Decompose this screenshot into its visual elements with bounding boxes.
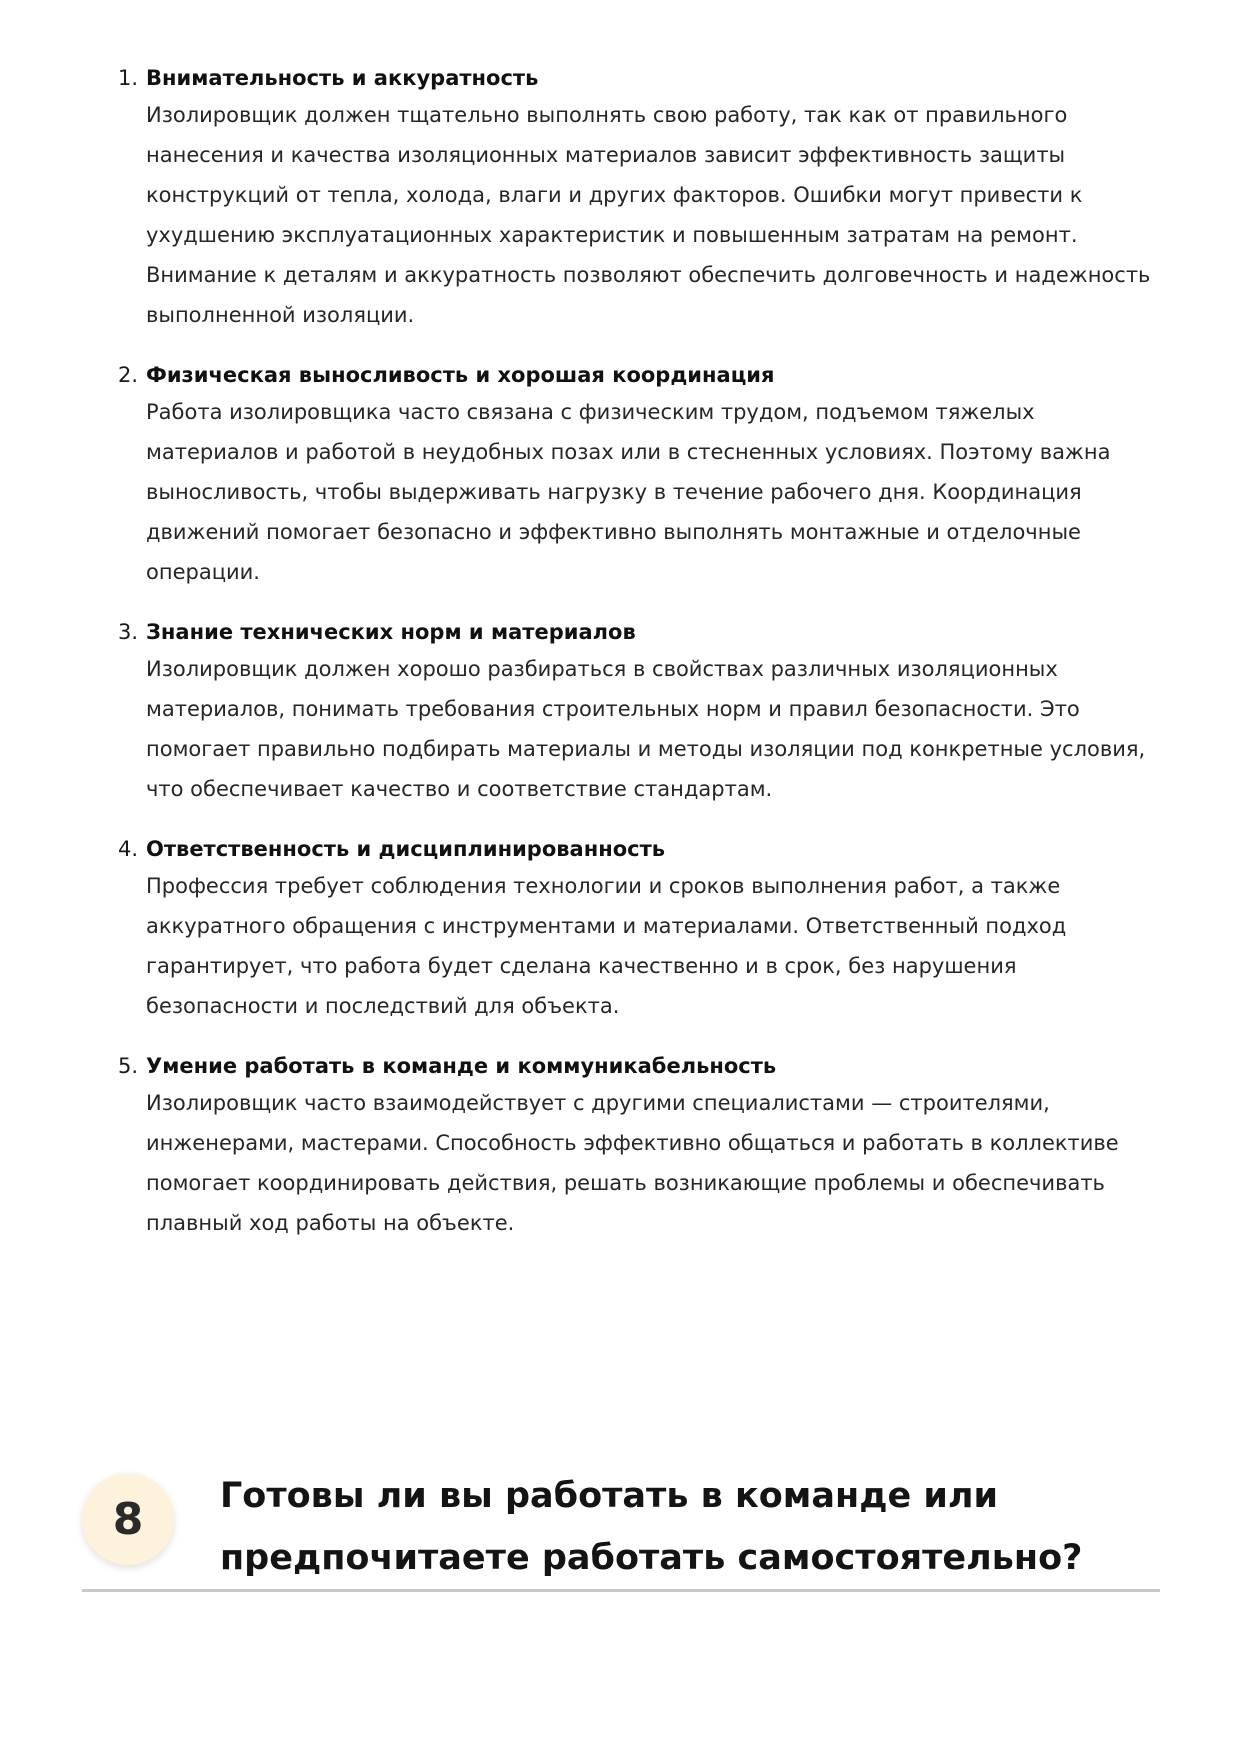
quality-item	[118, 1050, 1158, 1243]
section-title: Готовы ли вы работать в команде или предпочитаете работать самостоятельно?	[220, 1476, 1083, 1578]
quality-title: Физическая выносливость и хорошая координация	[146, 363, 775, 387]
section-header	[82, 1465, 1160, 1592]
quality-description: Изолировщик должен тщательно выполнять свою работу, так как от правильного нанесения и качества изоляционных материалов зависит эффективность защиты конструкций от тепла, холода, влаги и других факторов. Ошибки могут привести к ухудшению эксплуатационных характеристик и повышенным затратам на ремонт. Внимание к деталям и аккуратность позволяют обеспечить долговечность и надежность выполненной изоляции.	[146, 103, 1151, 327]
quality-item	[118, 616, 1158, 809]
quality-item	[118, 62, 1158, 335]
quality-number: 5.	[118, 1054, 139, 1078]
quality-item	[118, 833, 1158, 1026]
quality-number: 1.	[118, 66, 139, 90]
quality-number: 3.	[118, 620, 139, 644]
quality-description: Работа изолировщика часто связана с физическим трудом, подъемом тяжелых материалов и работой в неудобных позах или в стесненных условиях. Поэтому важна выносливость, чтобы выдерживать нагрузку в течение рабочего дня. Координация движений помогает безопасно и эффективно выполнять монтажные и отделочные операции.	[146, 400, 1111, 584]
quality-item	[118, 359, 1158, 592]
quality-title: Умение работать в команде и коммуникабельность	[146, 1054, 777, 1078]
quality-number: 2.	[118, 363, 139, 387]
quality-description: Профессия требует соблюдения технологии и сроков выполнения работ, а также аккуратного обращения с инструментами и материалами. Ответственный подход гарантирует, что работа будет сделана качественно и в срок, без нарушения безопасности и последствий для объекта.	[146, 874, 1067, 1018]
quality-title: Ответственность и дисциплинированность	[146, 837, 666, 861]
quality-description: Изолировщик часто взаимодействует с другими специалистами — строителями, инженерами, мастерами. Способность эффективно общаться и работать в коллективе помогает координировать действия, решать возникающие проблемы и обеспечивать плавный ход работы на объекте.	[146, 1091, 1119, 1235]
quality-number: 4.	[118, 837, 139, 861]
quality-description: Изолировщик должен хорошо разбираться в свойствах различных изоляционных материалов, понимать требования строительных норм и правил безопасности. Это помогает правильно подбирать материалы и методы изоляции под конкретные условия, что обеспечивает качество и соответствие стандартам.	[146, 657, 1146, 801]
qualities-list	[118, 62, 1158, 1267]
quality-title: Внимательность и аккуратность	[146, 66, 539, 90]
section-number-badge: 8	[82, 1473, 174, 1565]
quality-title: Знание технических норм и материалов	[146, 620, 636, 644]
